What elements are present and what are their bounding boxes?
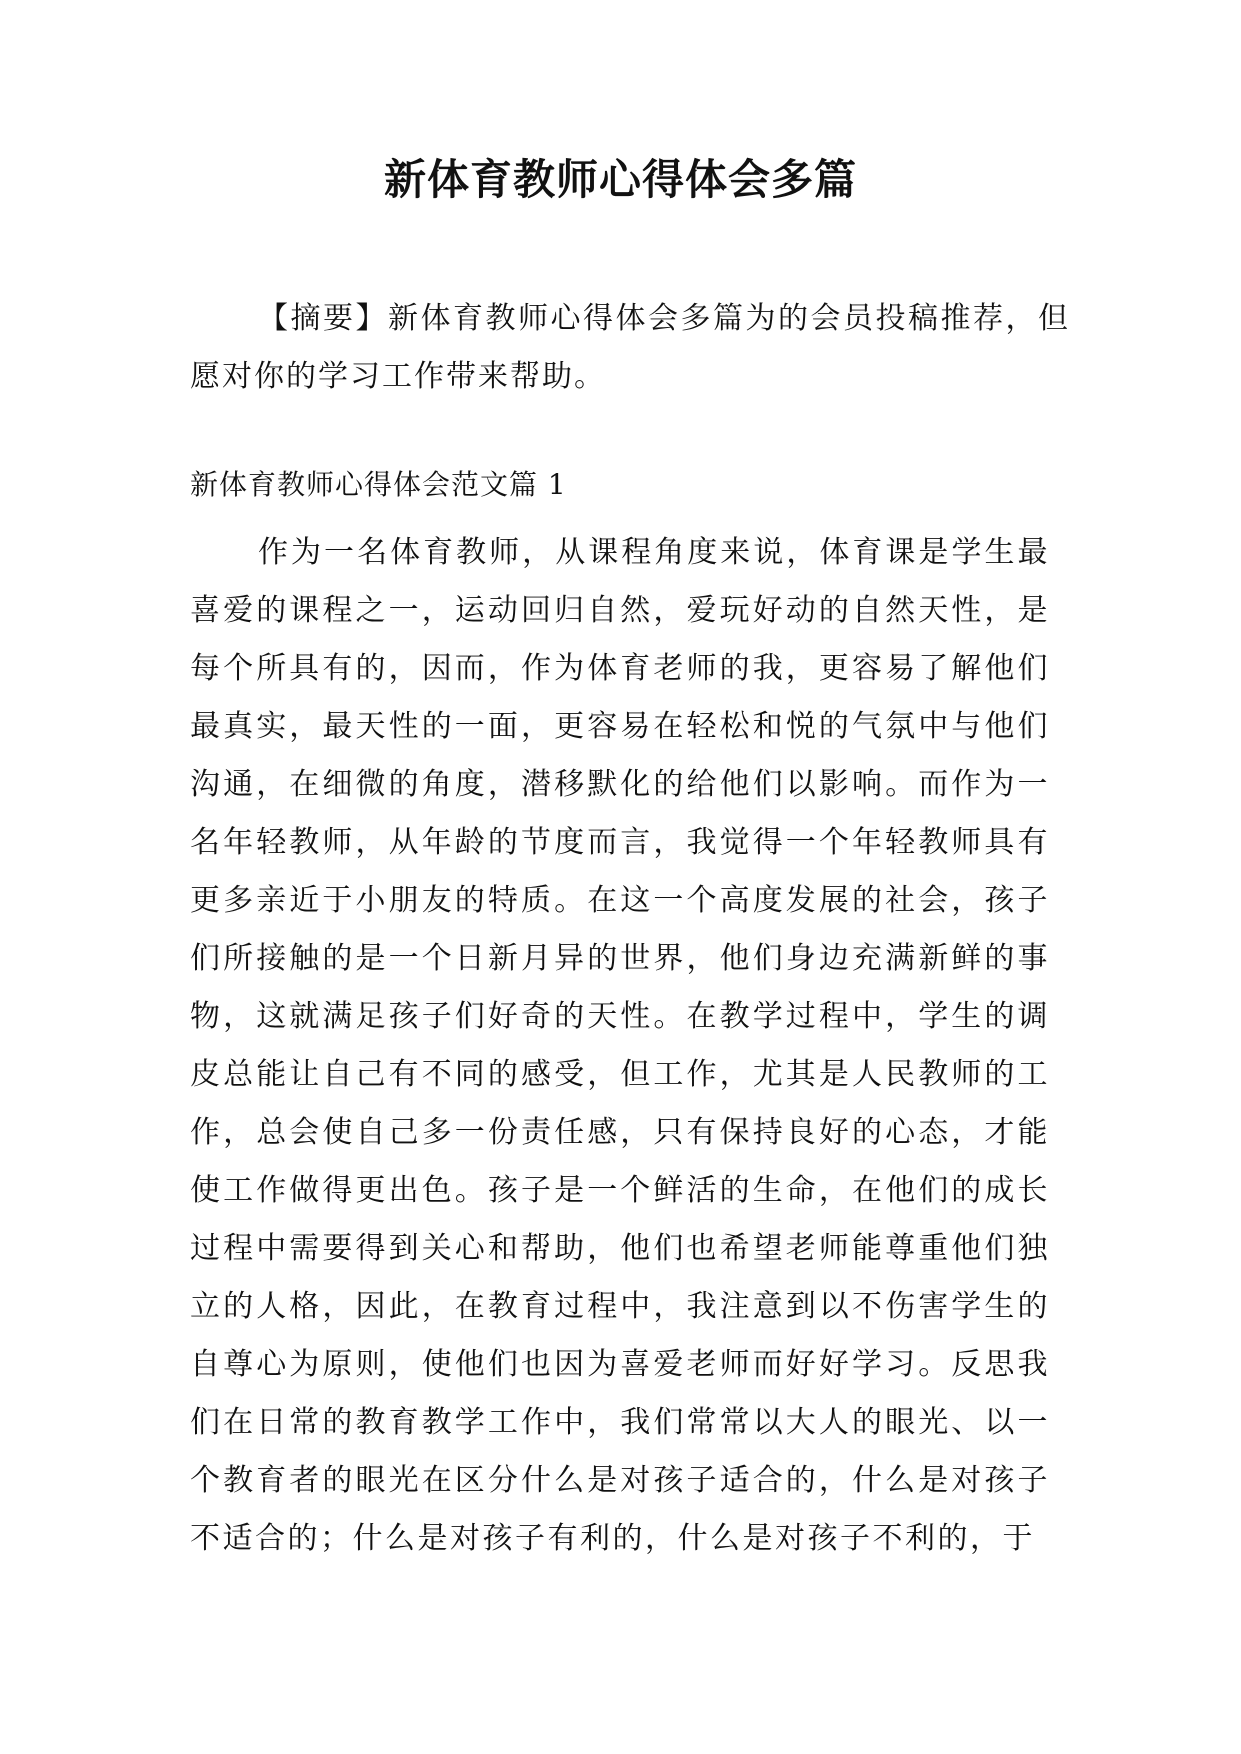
section-heading: 新体育教师心得体会范文篇 1 bbox=[190, 468, 567, 501]
body-paragraph: 作为一名体育教师，从课程角度来说，体育课是学生最喜爱的课程之一，运动回归自然，爱玩好动的自然天性，是每个所具有的，因而，作为体育老师的我，更容易了解他们最真实，最天性的一面，更容易在轻松和悦的气氛中与他们沟通，在细微的角度，潜移默化的给他们以影响。而作为一名年轻教师，从年龄的节度而言，我觉得一个年轻教师具有更多亲近于小朋友的特质。在这一个高度发展的社会，孩子们所接触的是一个日新月异的世界，他们身边充满新鲜的事物，这就满足孩子们好奇的天性。在教学过程中，学生的调皮总能让自己有不同的感受，但工作，尤其是人民教师的工作，总会使自己多一份责任感，只有保持良好的心态，才能使工作做得更出色。孩子是一个鲜活的生命，在他们的成长过程中需要得到关心和帮助，他们也希望老师能尊重他们独立的人格，因此，在教育过程中，我注意到以不伤害学生的自尊心为原则，使他们也因为喜爱老师而好好学习。反思我们在日常的教育教学工作中，我们常常以大人的眼光、以一个教育者的眼光在区分什么是对孩子适合的，什么是对孩子不适合的；什么是对孩子有利的，什么是对孩子不利的，于 bbox=[190, 535, 1050, 1556]
document-title: 新体育教师心得体会多篇 bbox=[383, 155, 857, 204]
abstract-paragraph: 【摘要】新体育教师心得体会多篇为的会员投稿推荐，但愿对你的学习工作带来帮助。 bbox=[190, 301, 1070, 394]
